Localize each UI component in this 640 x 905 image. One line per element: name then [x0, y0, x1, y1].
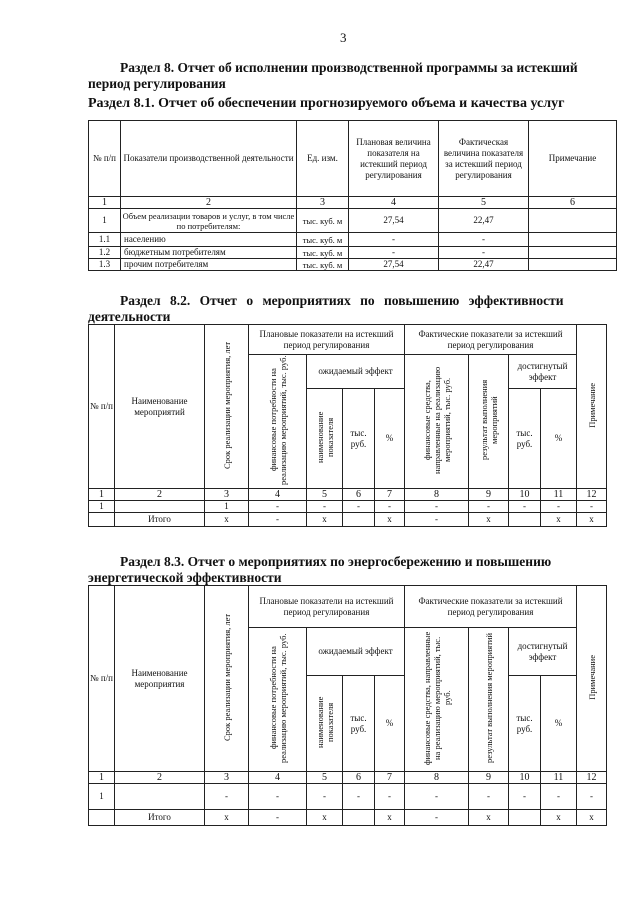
hdr-achieved-effect: достигнутый эффект [509, 628, 577, 676]
cell-note [529, 209, 617, 233]
colnum: 6 [529, 197, 617, 209]
cell: - [343, 784, 375, 810]
section-8-3-title-line2: энергетической эффективности [88, 570, 282, 585]
hdr-act-fin: финансовые средства, направленные на реализацию мероприятий, тыс. руб. [421, 366, 452, 474]
table-row [89, 501, 607, 513]
cell-unit: тыс. куб. м [297, 259, 349, 271]
cell-total-label: Итого [115, 810, 205, 826]
hdr-act-result: результат выполнения мероприятий [483, 632, 494, 763]
colnum: 2 [115, 772, 205, 784]
colnum: 7 [375, 489, 405, 501]
hdr-indicator: Показатели производственной деятельности [121, 121, 297, 197]
cell-actual: 22,47 [439, 259, 529, 271]
cell: - [577, 784, 607, 810]
hdr-note: Примечание [529, 121, 617, 197]
cell [343, 810, 375, 826]
hdr-note: Примечание [586, 382, 597, 428]
hdr-plan-fin: финансовые потребности на реализацию мероприятий, тыс. руб. [267, 355, 288, 485]
hdr-actual-group: Фактические показатели за истекший период регулирования [405, 325, 577, 355]
cell-note [529, 259, 617, 271]
section-8-2-title-line1: Раздел 8.2. Отчет о мероприятиях по повышению эффективности [120, 293, 564, 308]
hdr-note: Примечание [586, 654, 597, 700]
hdr-unit: Ед. изм. [297, 121, 349, 197]
colnum: 11 [541, 772, 577, 784]
cell: - [469, 784, 509, 810]
table-8-3-colnum-row [89, 772, 607, 784]
hdr-ach-rub: тыс. руб. [509, 676, 541, 772]
cell-planned: 27,54 [349, 209, 439, 233]
cell: - [249, 501, 307, 513]
cell: - [205, 784, 249, 810]
cell: х [577, 810, 607, 826]
table-row-total [89, 513, 607, 527]
hdr-num: № п/п [89, 586, 115, 772]
cell: - [541, 784, 577, 810]
cell: х [469, 513, 509, 527]
colnum: 12 [577, 772, 607, 784]
cell: - [509, 501, 541, 513]
table-8-1-header-row [89, 121, 617, 197]
colnum: 6 [343, 772, 375, 784]
hdr-name: Наименование мероприятия [115, 586, 205, 772]
hdr-eff-name: наименование показателя [314, 696, 335, 748]
section-8-2-title [88, 293, 618, 325]
cell: - [541, 501, 577, 513]
cell [89, 513, 115, 527]
colnum: 8 [405, 489, 469, 501]
cell: х [541, 810, 577, 826]
cell: - [375, 501, 405, 513]
cell: - [249, 784, 307, 810]
table-8-2-colnum-row [89, 489, 607, 501]
cell: - [375, 784, 405, 810]
colnum: 8 [405, 772, 469, 784]
hdr-ach-pct: % [541, 676, 577, 772]
cell [509, 810, 541, 826]
cell: х [205, 810, 249, 826]
cell-num: 1 [89, 209, 121, 233]
colnum: 6 [343, 489, 375, 501]
section-8-title-line2: период регулирования [88, 76, 226, 91]
colnum: 3 [297, 197, 349, 209]
table-row-total [89, 810, 607, 826]
cell: - [343, 501, 375, 513]
colnum: 9 [469, 489, 509, 501]
colnum: 3 [205, 489, 249, 501]
hdr-num: № п/п [89, 325, 115, 489]
colnum: 10 [509, 772, 541, 784]
hdr-num: № п/п [89, 121, 121, 197]
table-8-3 [88, 585, 607, 826]
cell: х [541, 513, 577, 527]
hdr-planned: Плановая величина показателя на истекший период регулирования [349, 121, 439, 197]
page-number: 3 [340, 30, 347, 45]
table-row [89, 784, 607, 810]
colnum: 4 [249, 489, 307, 501]
hdr-expected-effect: ожидаемый эффект [307, 628, 405, 676]
colnum: 2 [115, 489, 205, 501]
colnum: 12 [577, 489, 607, 501]
hdr-ach-rub: тыс. руб. [509, 389, 541, 489]
hdr-actual: Фактическая величина показателя за истекший период регулирования [439, 121, 529, 197]
hdr-planned-group: Плановые показатели на истекший период регулирования [249, 586, 405, 628]
cell: - [249, 513, 307, 527]
table-row [89, 247, 617, 259]
cell-note [529, 247, 617, 259]
cell-name: бюджетным потребителям [121, 247, 297, 259]
cell: х [375, 513, 405, 527]
cell-unit: тыс. куб. м [297, 233, 349, 247]
cell: х [577, 513, 607, 527]
colnum: 4 [249, 772, 307, 784]
cell: - [405, 784, 469, 810]
hdr-eff-pct: % [375, 676, 405, 772]
colnum: 1 [89, 489, 115, 501]
section-8-3-title [88, 554, 618, 586]
hdr-term: Срок реализации мероприятия, лет [221, 613, 232, 741]
hdr-act-result: результат выполнения мероприятий [478, 379, 499, 461]
cell [115, 784, 205, 810]
hdr-eff-name: наименование показателя [314, 411, 335, 463]
cell [343, 513, 375, 527]
section-8-title-line1: Раздел 8. Отчет об исполнении производственной программы за истекший [120, 60, 578, 75]
cell: - [249, 810, 307, 826]
section-8-title [88, 60, 618, 92]
colnum: 7 [375, 772, 405, 784]
cell: 1 [89, 784, 115, 810]
cell: х [307, 513, 343, 527]
cell: х [205, 513, 249, 527]
table-row [89, 233, 617, 247]
hdr-actual-group: Фактические показатели за истекший период регулирования [405, 586, 577, 628]
colnum: 11 [541, 489, 577, 501]
colnum: 2 [121, 197, 297, 209]
cell: - [307, 784, 343, 810]
cell: - [469, 501, 509, 513]
cell: - [307, 501, 343, 513]
hdr-achieved-effect: достигнутый эффект [509, 355, 577, 389]
hdr-eff-pct: % [375, 389, 405, 489]
cell-planned: - [349, 233, 439, 247]
cell [115, 501, 205, 513]
cell: - [577, 501, 607, 513]
cell-num: 1.2 [89, 247, 121, 259]
cell: х [307, 810, 343, 826]
hdr-eff-rub: тыс. руб. [343, 676, 375, 772]
colnum: 10 [509, 489, 541, 501]
section-8-3-title-line1: Раздел 8.3. Отчет о мероприятиях по энергосбережению и повышению [120, 554, 552, 569]
table-row [89, 259, 617, 271]
cell-num: 1.3 [89, 259, 121, 271]
cell-unit: тыс. куб. м [297, 209, 349, 233]
colnum: 4 [349, 197, 439, 209]
hdr-plan-fin: финансовые потребности на реализацию мероприятий, тыс. руб. [267, 633, 288, 763]
colnum: 3 [205, 772, 249, 784]
table-8-1-colnum-row [89, 197, 617, 209]
colnum: 9 [469, 772, 509, 784]
colnum: 1 [89, 197, 121, 209]
cell: 1 [89, 501, 115, 513]
table-row [89, 209, 617, 233]
section-8-2-title-line2: деятельности [88, 309, 171, 324]
cell-actual: - [439, 247, 529, 259]
hdr-expected-effect: ожидаемый эффект [307, 355, 405, 389]
cell-note [529, 233, 617, 247]
table-8-2 [88, 324, 607, 527]
cell-name: Объем реализации товаров и услуг, в том числе по потребителям: [121, 209, 297, 233]
section-8-1-title: Раздел 8.1. Отчет об обеспечении прогнозируемого объема и качества услуг [88, 96, 565, 111]
cell: - [405, 513, 469, 527]
cell: - [509, 784, 541, 810]
table-8-1 [88, 120, 617, 271]
hdr-term: Срок реализации мероприятия, лет [221, 341, 232, 469]
cell-name: прочим потребителям [121, 259, 297, 271]
cell-actual: 22,47 [439, 209, 529, 233]
cell-planned: 27,54 [349, 259, 439, 271]
cell [89, 810, 115, 826]
colnum: 5 [439, 197, 529, 209]
hdr-planned-group: Плановые показатели на истекший период регулирования [249, 325, 405, 355]
hdr-act-fin: финансовые средства, направленные на реализацию мероприятий, тыс. руб. [421, 631, 452, 765]
cell: х [375, 810, 405, 826]
cell: - [405, 810, 469, 826]
hdr-name: Наименование мероприятий [115, 325, 205, 489]
colnum: 1 [89, 772, 115, 784]
cell-num: 1.1 [89, 233, 121, 247]
cell-planned: - [349, 247, 439, 259]
cell: - [405, 501, 469, 513]
colnum: 5 [307, 489, 343, 501]
cell-total-label: Итого [115, 513, 205, 527]
cell: 1 [205, 501, 249, 513]
cell: х [469, 810, 509, 826]
hdr-eff-rub: тыс. руб. [343, 389, 375, 489]
hdr-ach-pct: % [541, 389, 577, 489]
cell [509, 513, 541, 527]
cell-unit: тыс. куб. м [297, 247, 349, 259]
colnum: 5 [307, 772, 343, 784]
cell-actual: - [439, 233, 529, 247]
cell-name: населению [121, 233, 297, 247]
